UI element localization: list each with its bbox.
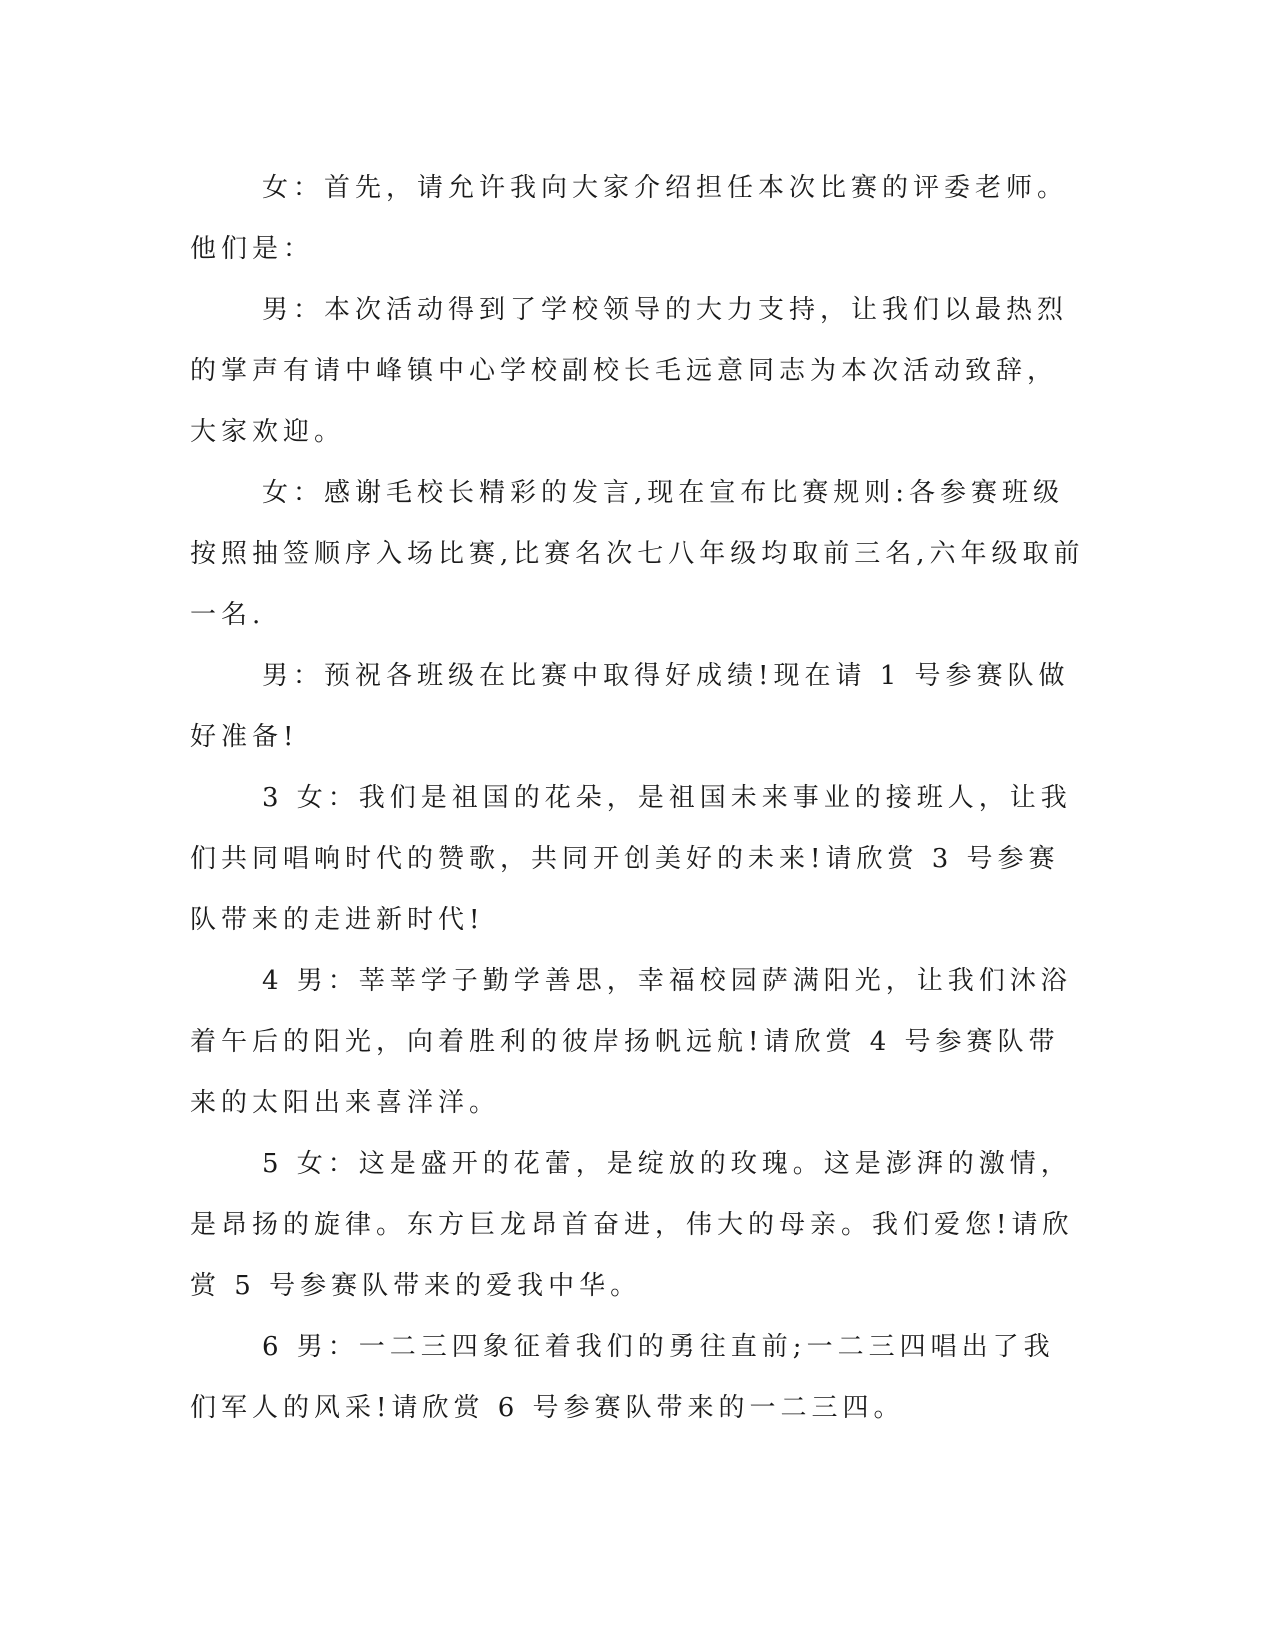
paragraph-team-4: 4 男：莘莘学子勤学善思，幸福校园萨满阳光，让我们沐浴着午后的阳光，向着胜利的彼岸扬帆远航!请欣赏 4 号参赛队带来的太阳出来喜洋洋。 [190,966,1072,1118]
paragraph-team-6: 6 男：一二三四象征着我们的勇往直前;一二三四唱出了我们军人的风采!请欣赏 6 号参赛队带来的一二三四。 [190,1332,1055,1423]
paragraph-team-5: 5 女：这是盛开的花蕾，是绽放的玫瑰。这是澎湃的激情，是昂扬的旋律。东方巨龙昂首奋进，伟大的母亲。我们爱您!请欣赏 5 号参赛队带来的爱我中华。 [190,1149,1074,1301]
paragraph-competition-rules: 女：感谢毛校长精彩的发言,现在宣布比赛规则:各参赛班级按照抽签顺序入场比赛,比赛名次七八年级均取前三名,六年级取前一名. [190,478,1085,630]
paragraph-judges-intro: 女：首先，请允许我向大家介绍担任本次比赛的评委老师。他们是： [190,173,1069,264]
paragraph-team-3: 3 女：我们是祖国的花朵，是祖国未来事业的接班人，让我们共同唱响时代的赞歌，共同开创美好的未来!请欣赏 3 号参赛队带来的走进新时代! [190,783,1072,935]
paragraph-team-1-prepare: 男：预祝各班级在比赛中取得好成绩!现在请 1 号参赛队做好准备! [190,661,1070,752]
paragraph-principal-speech: 男：本次活动得到了学校领导的大力支持，让我们以最热烈的掌声有请中峰镇中心学校副校长毛远意同志为本次活动致辞，大家欢迎。 [190,295,1069,447]
document-body [190,158,1085,1439]
